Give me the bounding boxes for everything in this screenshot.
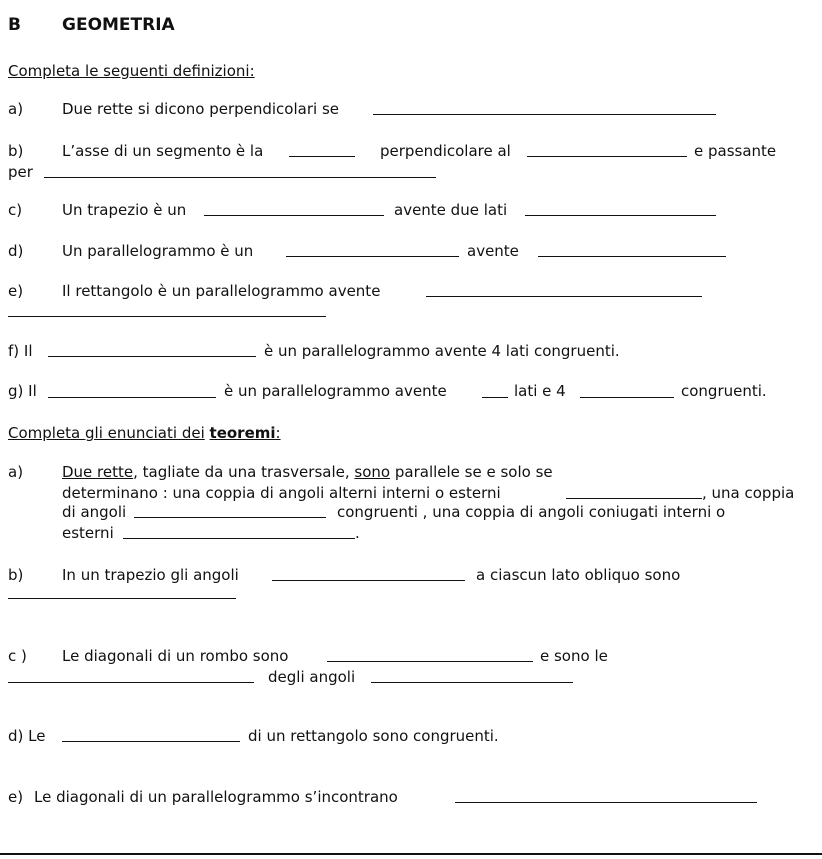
thm-e-text: Le diagonali di un parallelogrammo s’incontrano [34,788,398,806]
thm-c-blank-2[interactable] [8,682,254,683]
thm-c-text-3: degli angoli [268,668,356,686]
theorems-heading [8,424,281,442]
def-e-text: Il rettangolo è un parallelogrammo avente [62,282,381,300]
def-g-text-3: congruenti. [681,382,767,400]
def-g-text-1: è un parallelogrammo avente [224,382,447,400]
def-f-label: f) Il [8,342,33,360]
thm-a-line1-mid: , tagliate da una trasversale, [133,463,350,481]
thm-c-text-2: e sono le [540,647,608,665]
def-c-blank-2[interactable] [525,215,716,216]
def-f-blank[interactable] [48,356,256,357]
definitions-heading: Completa le seguenti definizioni: [8,62,255,80]
def-g-blank-1[interactable] [48,397,216,398]
def-d-blank-2[interactable] [538,256,726,257]
thm-b-text-2: a ciascun lato obliquo sono [476,566,681,584]
def-b-blank-3[interactable] [44,177,436,178]
def-e-blank-1[interactable] [426,296,702,297]
thm-d-text: di un rettangolo sono congruenti. [248,727,499,745]
thm-b-text-1: In un trapezio gli angoli [62,566,239,584]
def-c-text-1: Un trapezio è un [62,201,187,219]
thm-c-blank-3[interactable] [371,682,573,683]
thm-a-line4: esterni [62,524,114,542]
def-d-label: d) [8,242,24,260]
thm-a-line2b: , una coppia [702,484,795,502]
def-d-text-2: avente [467,242,519,260]
thm-a-blank-2[interactable] [134,517,326,518]
def-b-text-2: perpendicolare al [380,142,511,160]
thm-a-underlined-1: Due rette [62,463,134,481]
theorems-heading-suffix: : [275,424,281,442]
theorems-heading-prefix: Completa gli enunciati dei [8,424,205,442]
def-d-blank-1[interactable] [286,256,459,257]
section-title: GEOMETRIA [62,15,175,35]
def-b-text-3: e passante [694,142,777,160]
def-c-label: c) [8,201,23,219]
def-b-text-1: L’asse di un segmento è la [62,142,264,160]
bottom-divider [0,853,822,855]
def-b-text-4: per [8,163,33,181]
def-e-label: e) [8,282,24,300]
def-a-text: Due rette si dicono perpendicolari se [62,100,339,118]
thm-a-label: a) [8,463,24,481]
thm-e-blank[interactable] [455,802,757,803]
thm-b-blank-2[interactable] [8,598,236,599]
def-b-blank-2[interactable] [527,156,687,157]
thm-d-label: d) Le [8,727,46,745]
def-b-blank-1[interactable] [289,156,355,157]
def-g-text-2: lati e 4 [514,382,566,400]
def-g-blank-3[interactable] [580,397,674,398]
def-a-blank[interactable] [373,114,716,115]
def-a-label: a) [8,100,24,118]
thm-a-line1-end: parallele se e solo se [394,463,553,481]
def-d-text-1: Un parallelogrammo è un [62,242,254,260]
def-e-blank-2[interactable] [8,316,326,317]
def-c-blank-1[interactable] [204,215,384,216]
def-c-text-2: avente due lati [394,201,508,219]
def-b-label: b) [8,142,24,160]
thm-a-line4-end: . [355,524,360,542]
thm-a-line3b: congruenti , una coppia di angoli coniugati interni o [337,503,726,521]
thm-c-blank-1[interactable] [327,661,533,662]
def-f-text: è un parallelogrammo avente 4 lati congruenti. [264,342,620,360]
thm-a-underlined-2: sono [354,463,391,481]
thm-a-line2a: determinano : una coppia di angoli alterni interni o esterni [62,484,501,502]
thm-d-blank[interactable] [62,741,240,742]
thm-b-blank-1[interactable] [272,580,465,581]
thm-e-label: e) [8,788,24,806]
thm-c-text-1: Le diagonali di un rombo sono [62,647,289,665]
thm-a-line3a: di angoli [62,503,127,521]
theorems-heading-bold: teoremi [209,424,276,442]
thm-a-line1 [62,463,553,481]
thm-b-label: b) [8,566,24,584]
thm-a-blank-1[interactable] [566,498,702,499]
def-g-label: g) Il [8,382,37,400]
def-g-blank-2[interactable] [482,397,508,398]
thm-a-blank-3[interactable] [123,538,355,539]
thm-c-label: c ) [8,647,27,665]
section-letter: B [8,15,21,35]
